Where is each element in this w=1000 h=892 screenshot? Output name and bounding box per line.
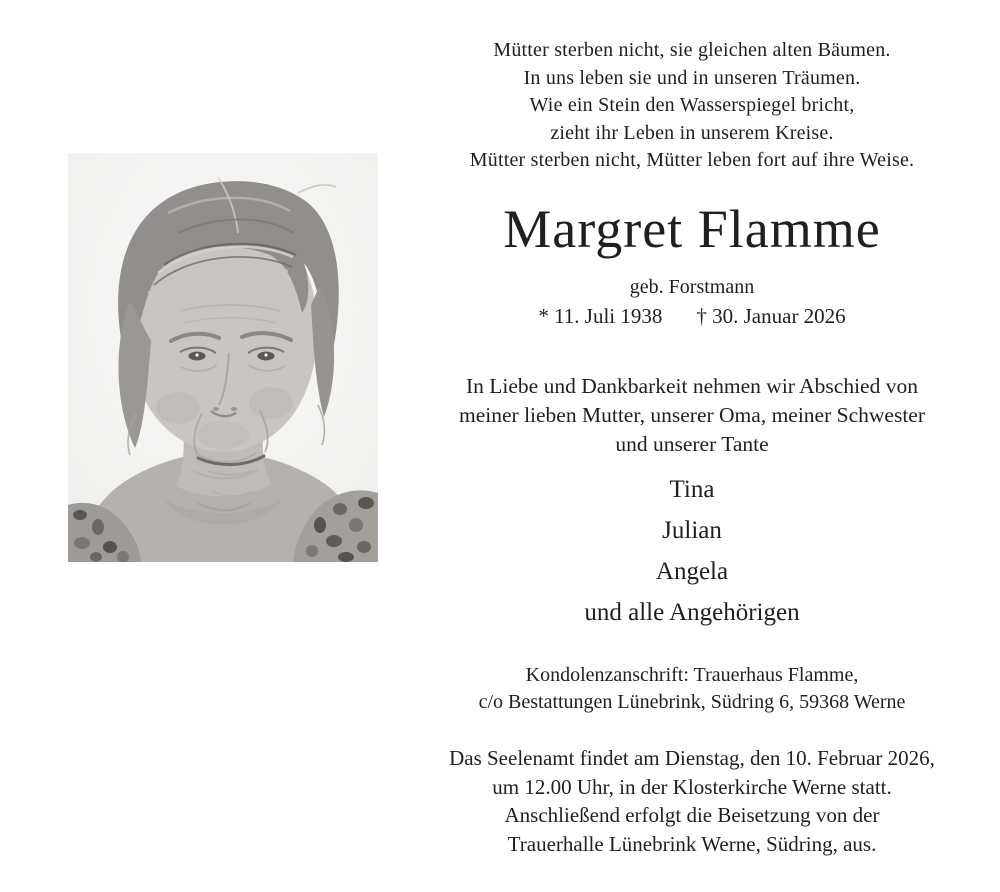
death-date: † 30. Januar 2026	[696, 304, 846, 328]
mourner-name: Angela	[655, 558, 729, 585]
service-line: Das Seelenamt findet am Dienstag, den 10. Februar 2026,	[449, 746, 935, 770]
portrait-photo	[68, 153, 378, 562]
farewell-text	[418, 372, 966, 459]
funeral-service-info	[418, 744, 966, 858]
mourners-list	[418, 476, 966, 640]
portrait-photo-image	[68, 153, 378, 562]
poem-line: Mütter sterben nicht, sie gleichen alten Bäumen.	[493, 39, 891, 61]
farewell-line: meiner lieben Mutter, unserer Oma, meiner Schwester	[459, 403, 925, 427]
poem-line: Wie ein Stein den Wasserspiegel bricht,	[529, 94, 855, 116]
life-dates	[418, 303, 966, 329]
condolence-line: Kondolenzanschrift: Trauerhaus Flamme,	[525, 664, 859, 686]
condolence-address	[418, 662, 966, 716]
service-line: Anschließend erfolgt die Beisetzung von der	[504, 803, 880, 827]
service-line: Trauerhalle Lünebrink Werne, Südring, aus.	[507, 831, 877, 856]
service-line: um 12.00 Uhr, in der Klosterkirche Werne statt.	[492, 774, 892, 799]
mourners-relatives-line: und alle Angehörigen	[584, 599, 800, 626]
birth-date: * 11. Juli 1938	[538, 304, 663, 328]
farewell-line: In Liebe und Dankbarkeit nehmen wir Abschied von	[466, 374, 918, 398]
notice-text-column	[418, 0, 966, 892]
memorial-poem	[418, 37, 966, 175]
maiden-name: geb. Forstmann	[629, 276, 755, 298]
mourner-name: Tina	[669, 476, 715, 503]
farewell-line: und unserer Tante	[615, 432, 769, 456]
poem-line: zieht ihr Leben in unserem Kreise.	[550, 121, 834, 144]
mourner-name: Julian	[662, 517, 722, 544]
poem-line: Mütter sterben nicht, Mütter leben fort auf ihre Weise.	[469, 149, 915, 171]
condolence-line: c/o Bestattungen Lünebrink, Südring 6, 59368 Werne	[478, 691, 906, 713]
deceased-name: Margret Flamme	[503, 199, 881, 259]
poem-line: In uns leben sie und in unseren Träumen.	[523, 66, 861, 89]
